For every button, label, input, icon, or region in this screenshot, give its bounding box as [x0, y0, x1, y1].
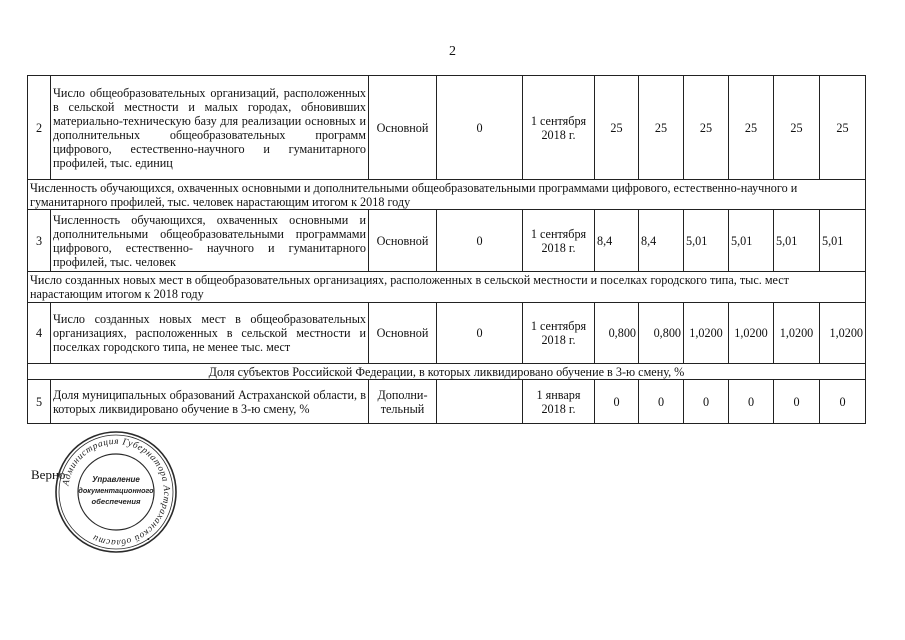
indicator-description: Число созданных новых мест в общеобразовательных организациях, расположенных в сельской местности и поселках городского типа, не менее тыс. мест — [51, 303, 369, 364]
section-header-row — [28, 180, 866, 210]
indicator-description: Число общеобразовательных организаций, расположенных в сельской местности и малых городах, обновивших материально-техническую базу для реализации основных и дополнительных общеобразовательных программ цифрового, естественно-научного и гуманитарного профилей, тыс. единиц — [51, 76, 369, 180]
indicators-table — [27, 75, 866, 424]
base-value: 0 — [437, 210, 523, 272]
value-cell: 0 — [774, 380, 820, 424]
row-number: 4 — [28, 303, 51, 364]
indicator-type: Основной — [369, 76, 437, 180]
base-date: 1 сентября 2018 г. — [523, 210, 595, 272]
base-value: 0 — [437, 76, 523, 180]
value-cell: 0,800 — [595, 303, 639, 364]
section-header-row — [28, 272, 866, 303]
indicator-type: Основной — [369, 210, 437, 272]
stamp-ring-text: Администрация Губернатора Астраханской области — [61, 436, 172, 548]
value-cell: 25 — [639, 76, 684, 180]
value-cell: 5,01 — [729, 210, 774, 272]
table-row — [28, 303, 866, 364]
base-value: 0 — [437, 303, 523, 364]
value-cell: 5,01 — [774, 210, 820, 272]
stamp-center-line: документационного — [78, 486, 154, 495]
value-cell: 0 — [639, 380, 684, 424]
verno-label: Верно — [31, 467, 66, 482]
stamp-center-line: Управление — [92, 475, 140, 484]
table-row — [28, 210, 866, 272]
value-cell: 25 — [820, 76, 866, 180]
section-header-row — [28, 364, 866, 380]
base-date: 1 сентября 2018 г. — [523, 76, 595, 180]
value-cell: 0 — [595, 380, 639, 424]
table-row — [28, 76, 866, 180]
value-cell: 0 — [684, 380, 729, 424]
row-number: 5 — [28, 380, 51, 424]
value-cell: 25 — [684, 76, 729, 180]
table-row — [28, 380, 866, 424]
section-header: Численность обучающихся, охваченных основными и дополнительными общеобразовательными программами цифрового, естественно-научного и гуманитарного профилей, тыс. человек нарастающим итогом к 2018 году — [28, 180, 866, 210]
base-date: 1 сентября 2018 г. — [523, 303, 595, 364]
stamp-seal-graphic — [54, 430, 178, 554]
base-date: 1 января 2018 г. — [523, 380, 595, 424]
row-number: 2 — [28, 76, 51, 180]
section-header: Доля субъектов Российской Федерации, в которых ликвидировано обучение в 3-ю смену, % — [28, 364, 866, 380]
page-number: 2 — [449, 44, 456, 59]
value-cell: 8,4 — [595, 210, 639, 272]
value-cell: 25 — [729, 76, 774, 180]
value-cell: 25 — [774, 76, 820, 180]
value-cell: 0 — [820, 380, 866, 424]
row-number: 3 — [28, 210, 51, 272]
value-cell: 1,0200 — [684, 303, 729, 364]
svg-text:•: • — [147, 535, 150, 544]
value-cell: 1,0200 — [774, 303, 820, 364]
official-stamp — [54, 430, 178, 554]
value-cell: 25 — [595, 76, 639, 180]
value-cell: 0,800 — [639, 303, 684, 364]
base-value — [437, 380, 523, 424]
value-cell: 1,0200 — [729, 303, 774, 364]
section-header: Число созданных новых мест в общеобразовательных организациях, расположенных в сельской местности и поселках городского типа, тыс. мест нарастающим итогом к 2018 году — [28, 272, 866, 303]
value-cell: 5,01 — [820, 210, 866, 272]
indicator-description: Доля муниципальных образований Астраханской области, в которых ликвидировано обучение в 3-ю смену, % — [51, 380, 369, 424]
value-cell: 0 — [729, 380, 774, 424]
value-cell: 5,01 — [684, 210, 729, 272]
value-cell: 1,0200 — [820, 303, 866, 364]
value-cell: 8,4 — [639, 210, 684, 272]
indicator-type: Основной — [369, 303, 437, 364]
indicator-type: Дополни-тельный — [369, 380, 437, 424]
indicator-description: Численность обучающихся, охваченных основными и дополнительными общеобразовательными программами цифрового, естественно- научного и гуманитарного профилей, тыс. человек — [51, 210, 369, 272]
stamp-center-line: обеспечения — [91, 497, 141, 506]
